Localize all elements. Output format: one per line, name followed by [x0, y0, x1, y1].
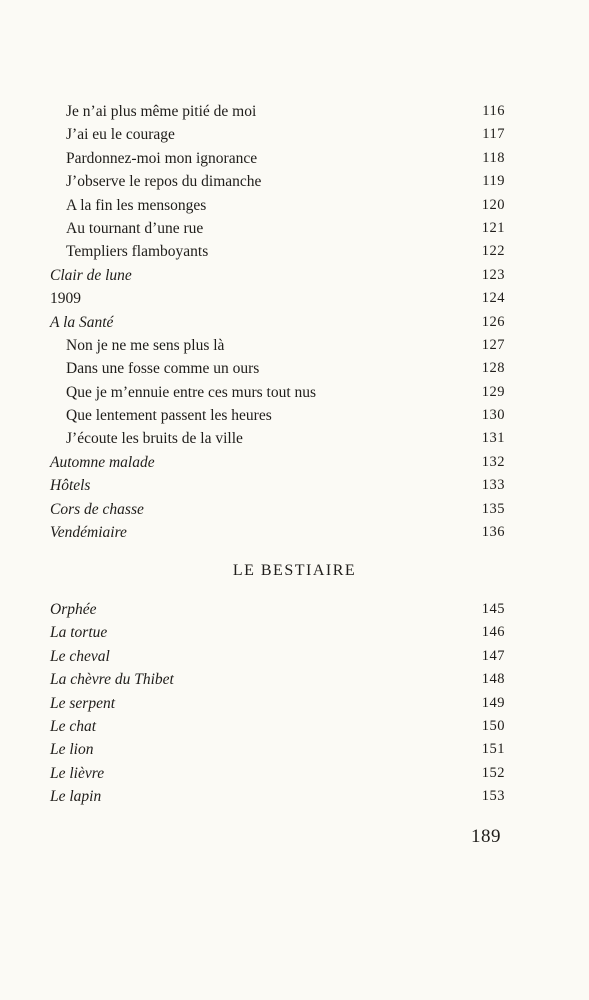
toc-entry: [50, 474, 505, 497]
toc-entry: [50, 427, 505, 450]
toc-entry-page-number: 129: [481, 383, 505, 400]
toc-entry-page-number: 128: [481, 360, 505, 377]
toc-entry: [50, 194, 505, 217]
toc-entry-title: A la Santé: [50, 313, 114, 331]
toc-entry: [50, 668, 505, 691]
section-heading: LE BESTIAIRE: [232, 562, 357, 579]
table-of-contents-part-2: [50, 598, 505, 809]
toc-entry-title: J’observe le repos du dimanche: [66, 173, 262, 191]
toc-entry: [50, 264, 505, 287]
toc-entry-title: Templiers flamboyants: [66, 243, 209, 261]
toc-entry-title: Non je ne me sens plus là: [66, 336, 225, 354]
toc-entry: [50, 621, 505, 644]
toc-entry-title: Le chat: [50, 717, 97, 735]
toc-entry-title: Le lion: [50, 741, 94, 759]
toc-entry-page-number: 120: [481, 196, 505, 213]
toc-entry-page-number: 152: [481, 764, 505, 781]
toc-entry-title: La tortue: [50, 624, 108, 642]
toc-entry-page-number: 127: [481, 336, 505, 353]
toc-entry-title: J’écoute les bruits de la ville: [66, 430, 243, 448]
toc-entry-page-number: 122: [481, 243, 505, 260]
toc-entry-page-number: 153: [481, 788, 505, 805]
toc-entry-title: A la fin les mensonges: [66, 196, 207, 214]
toc-entry: [50, 123, 505, 146]
toc-entry: [50, 785, 505, 808]
toc-entry-title: Que lentement passent les heures: [66, 407, 272, 425]
toc-entry-title: Automne malade: [50, 453, 155, 471]
toc-entry-page-number: 149: [481, 694, 505, 711]
page-number: 189: [471, 826, 501, 847]
toc-entry-title: Orphée: [50, 601, 97, 618]
toc-entry: [50, 381, 505, 404]
toc-entry: [50, 287, 505, 310]
toc-entry: [50, 217, 505, 240]
toc-entry-title: La chèvre du Thibet: [50, 671, 174, 689]
toc-entry-title: Le cheval: [50, 647, 110, 665]
toc-entry-page-number: 132: [481, 453, 505, 470]
toc-entry-title: Je n’ai plus même pitié de moi: [66, 103, 257, 120]
toc-entry: [50, 311, 505, 334]
toc-entry: [50, 521, 505, 544]
toc-entry: [50, 170, 505, 193]
toc-entry: [50, 498, 505, 521]
toc-entry: [50, 357, 505, 380]
toc-entry-page-number: 150: [481, 717, 505, 734]
toc-entry: [50, 645, 505, 668]
toc-entry-page-number: 145: [481, 601, 505, 617]
toc-entry-title: Hôtels: [50, 477, 91, 495]
toc-entry-page-number: 131: [481, 430, 505, 447]
toc-entry: [50, 738, 505, 761]
toc-entry-page-number: 124: [481, 290, 505, 307]
toc-entry: [50, 692, 505, 715]
toc-entry: [50, 598, 505, 621]
toc-entry-title: Le lapin: [50, 788, 102, 806]
toc-entry-title: Cors de chasse: [50, 500, 144, 518]
toc-entry-page-number: 151: [481, 741, 505, 758]
toc-entry: [50, 715, 505, 738]
toc-entry-title: J’ai eu le courage: [66, 126, 175, 144]
toc-entry: [50, 240, 505, 263]
toc-entry-title: 1909: [50, 290, 81, 308]
toc-entry: [50, 100, 505, 123]
toc-entry-page-number: 121: [481, 219, 505, 236]
toc-entry-page-number: 133: [481, 477, 505, 494]
toc-entry-page-number: 123: [481, 266, 505, 283]
table-of-contents-part-1: [50, 100, 505, 544]
toc-entry-page-number: 118: [482, 149, 505, 166]
toc-entry-page-number: 117: [482, 126, 505, 143]
toc-entry-title: Le serpent: [50, 694, 116, 712]
toc-entry-title: Vendémiaire: [50, 524, 127, 542]
toc-entry-page-number: 126: [481, 313, 505, 330]
toc-entry: [50, 334, 505, 357]
toc-entry-page-number: 135: [481, 500, 505, 517]
toc-entry: [50, 404, 505, 427]
toc-entry-page-number: 119: [482, 173, 505, 190]
toc-entry-page-number: 116: [482, 103, 505, 119]
toc-entry-title: Clair de lune: [50, 266, 132, 284]
toc-entry: [50, 147, 505, 170]
toc-entry-page-number: 147: [481, 647, 505, 664]
toc-entry: [50, 451, 505, 474]
toc-entry-page-number: 148: [481, 671, 505, 688]
toc-entry-title: Que je m’ennuie entre ces murs tout nus: [66, 383, 317, 401]
toc-entry-title: Le lièvre: [50, 764, 105, 782]
toc-entry-page-number: 130: [481, 407, 505, 424]
toc-entry-title: Au tournant d’une rue: [66, 219, 204, 237]
toc-entry: [50, 762, 505, 785]
toc-entry-page-number: 146: [481, 624, 505, 641]
toc-entry-title: Pardonnez-moi mon ignorance: [66, 149, 258, 167]
toc-entry-page-number: 136: [481, 524, 505, 541]
toc-entry-title: Dans une fosse comme un ours: [66, 360, 260, 378]
